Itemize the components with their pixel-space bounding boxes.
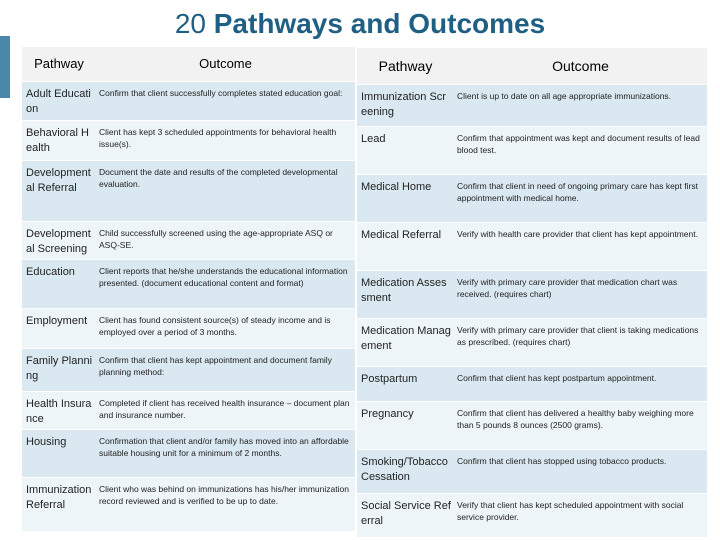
- pathway-cell: Immunization Screening: [357, 84, 454, 126]
- table-row: [22, 160, 355, 221]
- pathway-cell: Family Planning: [22, 348, 96, 391]
- outcome-cell: Verify that client has kept scheduled appointment with social service provider.: [454, 493, 707, 537]
- table-row: [357, 174, 707, 222]
- outcome-cell: Client is up to date on all age appropriate immunizations.: [454, 84, 707, 126]
- outcome-cell: Confirm that client has delivered a healthy baby weighing more than 5 pounds 8 ounces (2500 grams).: [454, 401, 707, 449]
- page-title: [0, 6, 720, 42]
- pathway-cell: Employment: [22, 308, 96, 348]
- table-row: [357, 270, 707, 318]
- outcome-cell: Client has kept 3 scheduled appointments for behavioral health issue(s).: [96, 120, 355, 160]
- pathway-column-header: Pathway: [22, 47, 96, 81]
- outcome-cell: Confirm that client has kept postpartum appointment.: [454, 366, 707, 401]
- pathway-cell: Medical Referral: [357, 222, 454, 270]
- outcome-cell: Client reports that he/she understands the educational information presented. (document educational content and format): [96, 259, 355, 308]
- table-row: [357, 126, 707, 174]
- pathway-cell: Developmental Referral: [22, 160, 96, 221]
- pathway-cell: Education: [22, 259, 96, 308]
- pathway-cell: Medication Assessment: [357, 270, 454, 318]
- pathway-cell: Adult Education: [22, 81, 96, 120]
- table-row: [22, 221, 355, 259]
- table-row: [357, 493, 707, 537]
- table-row: [357, 318, 707, 366]
- pathway-cell: Immunization Referral: [22, 477, 96, 531]
- table-row: [22, 259, 355, 308]
- outcome-cell: Confirmation that client and/or family has moved into an affordable suitable housing unit for a minimum of 2 months.: [96, 429, 355, 477]
- table-row: [357, 401, 707, 449]
- outcome-cell: Confirm that client in need of ongoing primary care has kept first appointment with medical home.: [454, 174, 707, 222]
- outcome-cell: Verify with primary care provider that medication chart was received. (requires chart): [454, 270, 707, 318]
- header-row: [357, 48, 707, 84]
- right-pathways-table: [357, 48, 707, 537]
- outcome-cell: Client who was behind on immunizations has his/her immunization record reviewed and is verified to be up to date.: [96, 477, 355, 531]
- pathway-cell: Medication Management: [357, 318, 454, 366]
- pathway-cell: Medical Home: [357, 174, 454, 222]
- table-row: [357, 222, 707, 270]
- pathway-cell: Developmental Screening: [22, 221, 96, 259]
- pathway-cell: Postpartum: [357, 366, 454, 401]
- table-row: [22, 391, 355, 429]
- table-row: [357, 366, 707, 401]
- pathway-column-header: Pathway: [357, 48, 454, 84]
- left-pathways-table: [22, 47, 355, 531]
- outcome-cell: Confirm that client has kept appointment and document family planning method:: [96, 348, 355, 391]
- pathway-cell: Lead: [357, 126, 454, 174]
- title-number: 20: [174, 8, 206, 39]
- pathway-cell: Smoking/Tobacco Cessation: [357, 449, 454, 493]
- table-row: [22, 81, 355, 120]
- title-text: Pathways and Outcomes: [213, 8, 546, 39]
- table-row: [357, 449, 707, 493]
- outcome-cell: Confirm that client has stopped using tobacco products.: [454, 449, 707, 493]
- pathway-cell: Behavioral Health: [22, 120, 96, 160]
- outcome-cell: Confirm that appointment was kept and document results of lead blood test.: [454, 126, 707, 174]
- header-row: [22, 47, 355, 81]
- outcome-cell: Completed if client has received health insurance – document plan and insurance number.: [96, 391, 355, 429]
- outcome-column-header: Outcome: [96, 47, 355, 81]
- pathway-cell: Pregnancy: [357, 401, 454, 449]
- table-row: [22, 120, 355, 160]
- outcome-cell: Verify with primary care provider that client is taking medications as prescribed. (requires chart): [454, 318, 707, 366]
- outcome-cell: Confirm that client successfully completes stated education goal:: [96, 81, 355, 120]
- outcome-cell: Verify with health care provider that client has kept appointment.: [454, 222, 707, 270]
- pathway-cell: Social Service Referral: [357, 493, 454, 537]
- outcome-cell: Child successfully screened using the age-appropriate ASQ or ASQ-SE.: [96, 221, 355, 259]
- table-row: [22, 477, 355, 531]
- table-row: [22, 429, 355, 477]
- outcome-cell: Client has found consistent source(s) of steady income and is employed over a period of 3 months.: [96, 308, 355, 348]
- table-row: [22, 308, 355, 348]
- table-row: [357, 84, 707, 126]
- pathway-cell: Housing: [22, 429, 96, 477]
- outcome-column-header: Outcome: [454, 48, 707, 84]
- outcome-cell: Document the date and results of the completed developmental evaluation.: [96, 160, 355, 221]
- table-row: [22, 348, 355, 391]
- accent-bar: [0, 36, 10, 98]
- pathway-cell: Health Insurance: [22, 391, 96, 429]
